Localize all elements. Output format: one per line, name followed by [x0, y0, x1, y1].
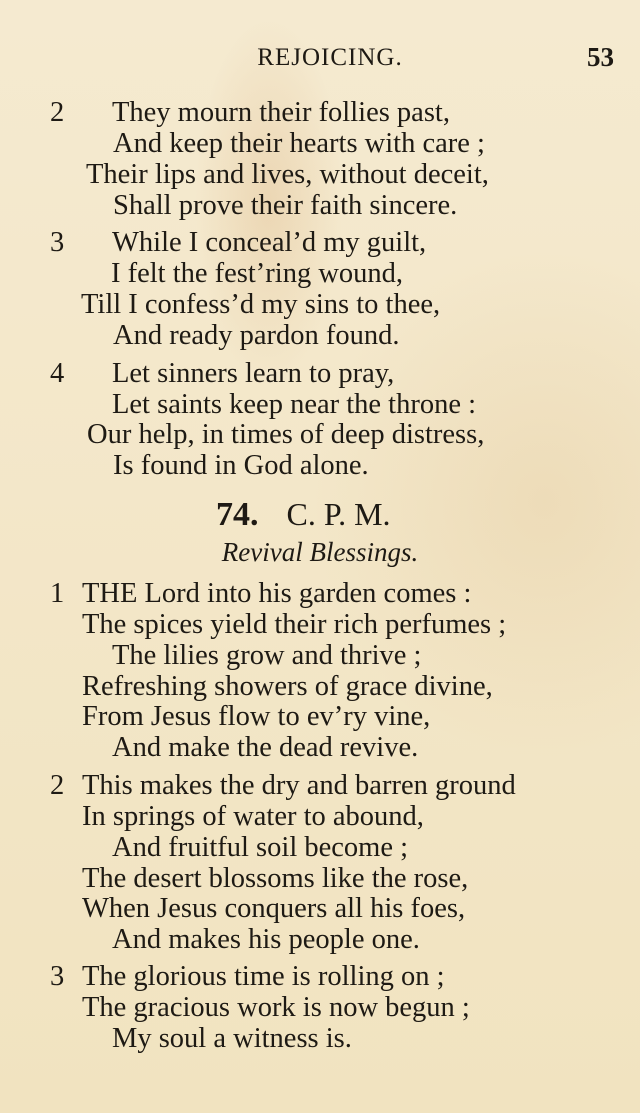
- verse-line: The glorious time is rolling on ;: [82, 961, 445, 992]
- verse-line: The spices yield their rich perfumes ;: [82, 609, 507, 640]
- hymn-number: 74.: [216, 496, 259, 533]
- verse-line: Till I confess’d my sins to thee,: [81, 289, 441, 320]
- verse-line: This makes the dry and barren ground: [82, 770, 516, 801]
- stanza-number: 1: [50, 578, 65, 609]
- verse-line: And ready pardon found.: [113, 320, 400, 351]
- stanza-number: 3: [50, 227, 65, 258]
- running-title: REJOICING.: [257, 44, 403, 71]
- hymn-title: Revival Blessings.: [221, 537, 419, 567]
- verse-line: The gracious work is now begun ;: [82, 992, 470, 1023]
- verse-line: Is found in God alone.: [113, 450, 369, 481]
- verse-line: Shall prove their faith sincere.: [113, 190, 458, 221]
- verse-line: They mourn their follies past,: [112, 97, 450, 128]
- verse-line: And keep their hearts with care ;: [113, 128, 485, 159]
- verse-line: And fruitful soil become ;: [112, 832, 409, 863]
- hymn-meter: C. P. M.: [286, 496, 391, 532]
- verse-line: From Jesus flow to ev’ry vine,: [82, 701, 431, 732]
- verse-line: THE Lord into his garden comes :: [82, 578, 472, 609]
- page-number: 53: [587, 42, 614, 72]
- verse-line: Refreshing showers of grace divine,: [82, 671, 493, 702]
- verse-line: And makes his people one.: [112, 924, 420, 955]
- verse-line: The desert blossoms like the rose,: [82, 863, 469, 894]
- verse-line: The lilies grow and thrive ;: [112, 640, 422, 671]
- verse-line: Their lips and lives, without deceit,: [86, 159, 489, 190]
- hymn-heading: [216, 496, 391, 534]
- stanza-number: 2: [50, 97, 65, 128]
- stanza-number: 4: [50, 358, 65, 389]
- verse-line: And make the dead revive.: [112, 732, 419, 763]
- verse-line: In springs of water to abound,: [82, 801, 424, 832]
- verse-line: Let sinners learn to pray,: [112, 358, 395, 389]
- verse-line: Our help, in times of deep distress,: [87, 419, 485, 450]
- verse-line: I felt the fest’ring wound,: [111, 258, 404, 289]
- verse-line: My soul a witness is.: [112, 1023, 352, 1054]
- verse-line: When Jesus conquers all his foes,: [82, 893, 466, 924]
- stanza-number: 2: [50, 770, 65, 801]
- verse-line: Let saints keep near the throne :: [112, 389, 477, 420]
- stanza-number: 3: [50, 961, 65, 992]
- verse-line: While I conceal’d my guilt,: [112, 227, 427, 258]
